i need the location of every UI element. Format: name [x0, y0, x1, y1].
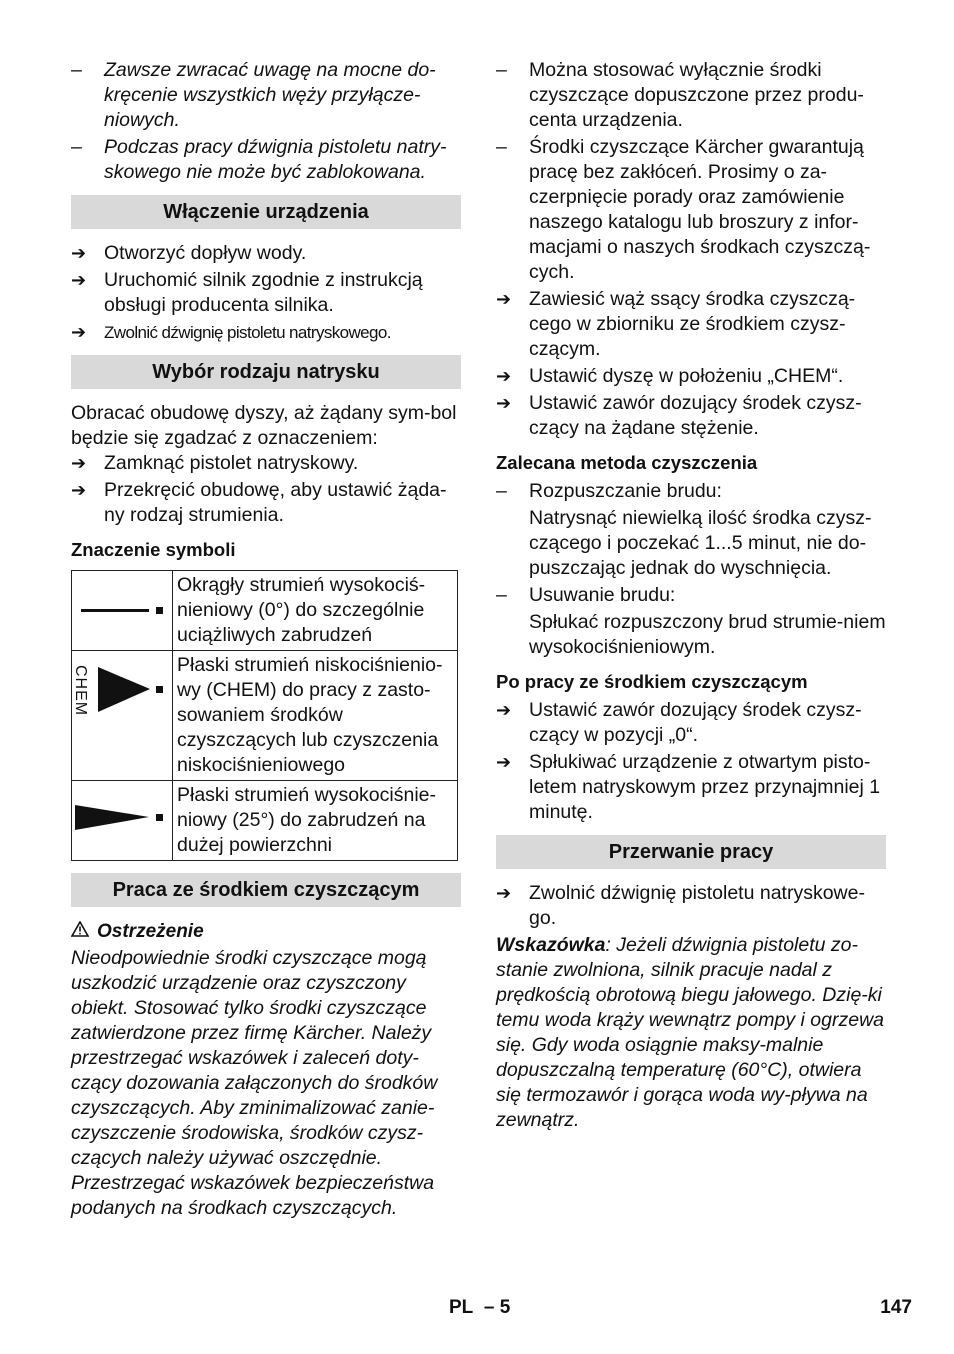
step-item: ➔ Uruchomić silnik zgodnie z instrukcją obsługi producenta silnika. — [71, 268, 461, 318]
symbols-table — [71, 570, 458, 861]
table-row — [72, 651, 458, 781]
step-item: ➔ Zwolnić dźwignię pistoletu natryskowego. — [71, 320, 461, 345]
symbol-description: Płaski strumień niskociśnienio-wy (CHEM) do pracy z zasto-sowaniem środków czyszczących lub czyszczenia niskociśnieniowego — [173, 651, 458, 781]
section-heading-interrupt: Przerwanie pracy — [496, 835, 886, 869]
section-heading-spray-type: Wybór rodzaju natrysku — [71, 355, 461, 389]
local-page: – 5 — [483, 1297, 511, 1318]
section-intro: Obracać obudowę dyszy, aż żądany sym-bol będzie się zgadzać z oznaczeniem: — [71, 402, 457, 449]
page-number: 147 — [880, 1297, 912, 1318]
right-column — [496, 58, 886, 1133]
section-heading-detergent: Praca ze środkiem czyszczącym — [71, 873, 461, 907]
method-text: Spłukać rozpuszczony brud strumie-niem wysokociśnieniowym. — [529, 611, 886, 658]
table-row — [72, 571, 458, 651]
step-item: ➔ Spłukiwać urządzenie z otwartym pisto-letem natryskowym przez przynajmniej 1 minutę. — [496, 750, 886, 825]
method-item: – Rozpuszczanie brudu: — [496, 479, 886, 504]
dash-item: – Można stosować wyłącznie środki czyszczące dopuszczone przez produ-centa urządzenia. — [496, 58, 886, 133]
step-item: ➔ Ustawić zawór dozujący środek czysz-czący na żądane stężenie. — [496, 391, 886, 441]
symbols-heading: Znaczenie symboli — [71, 539, 236, 560]
step-item: ➔ Zawiesić wąż ssący środka czyszczą-cego w zbiorniku ze środkiem czysz-czącym. — [496, 287, 886, 362]
warning-text: Nieodpowiednie środki czyszczące mogą uszkodzić urządzenie oraz czyszczony obiekt. Stosować tylko środki czyszczące zatwierdzone przez firmę Kärcher. Należy przestrzegać wskazówek i zaleceń doty-czący dozowania załączonych do środków czyszczących. Aby zminimalizować zanie-czyszczenie środowiska, środków czysz-czących należy używać oszczędnie. — [71, 947, 438, 1169]
language-code: PL — [449, 1297, 474, 1318]
warning-triangle-icon — [71, 919, 89, 944]
step-item: ➔ Ustawić dyszę w położeniu „CHEM“. — [496, 364, 886, 389]
intro-dash-item: – Podczas pracy dźwignia pistoletu natry-skowego nie może być zablokowana. — [71, 135, 461, 185]
intro-dash-item: – Zawsze zwracać uwagę na mocne do-kręcenie wszystkich węży przyłącze-niowych. — [71, 58, 461, 133]
chem-jet-icon — [72, 651, 173, 781]
step-item: ➔ Otworzyć dopływ wody. — [71, 241, 461, 266]
note-text: : Jeżeli dźwignia pistoletu zo-stanie zwolniona, silnik pracuje nadal z prędkością obrotową biegu jałowego. Dzię-ki temu woda krąży wewnątrz pompy i ogrzewa się. Gdy woda osiągnie maksy-malnie dopuszczalną temperaturę (60°C), otwiera się termozawór i gorąca woda wy-pływa na zewnątrz. — [496, 934, 884, 1131]
dash-item: – Środki czyszczące Kärcher gwarantują pracę bez zakłóceń. Prosimy o za-czerpnięcie porady oraz zamówienie naszego katalogu lub broszury z infor-macjami o naszych środkach czyszczą-cych. — [496, 135, 886, 285]
round-jet-icon — [72, 571, 173, 651]
step-item: ➔ Zwolnić dźwignię pistoletu natryskowe-go. — [496, 881, 886, 931]
warning-heading — [71, 919, 461, 944]
step-item: ➔ Zamknąć pistolet natryskowy. — [71, 451, 461, 476]
footer-section — [449, 1297, 510, 1319]
chem-label: CHEM — [72, 665, 89, 717]
table-row — [72, 781, 458, 861]
symbol-description: Płaski strumień wysokociśnie-niowy (25°) do zabrudzeń na dużej powierzchni — [173, 781, 458, 861]
method-text: Natrysnąć niewielką ilość środka czysz-czącego i poczekać 1...5 minut, nie do-puszczając jednak do wyschnięcia. — [529, 507, 872, 579]
method-heading: Zalecana metoda czyszczenia — [496, 452, 758, 473]
left-column — [71, 58, 461, 1221]
warning-text: Przestrzegać wskazówek bezpieczeństwa podanych na środkach czyszczących. — [71, 1172, 435, 1219]
method-item: – Usuwanie brudu: — [496, 583, 886, 608]
after-heading: Po pracy ze środkiem czyszczącym — [496, 671, 808, 692]
step-item: ➔ Przekręcić obudowę, aby ustawić żąda-ny rodzaj strumienia. — [71, 478, 461, 528]
step-item: ➔ Ustawić zawór dozujący środek czysz-czący w pozycji „0“. — [496, 698, 886, 748]
section-heading-start: Włączenie urządzenia — [71, 195, 461, 229]
note-label: Wskazówka — [496, 934, 606, 956]
note-paragraph — [496, 933, 886, 1133]
warning-title: Ostrzeżenie — [97, 921, 204, 942]
flat-jet-icon — [72, 781, 173, 861]
symbol-description: Okrągły strumień wysokociś-nieniowy (0°) do szczególnie uciążliwych zabrudzeń — [173, 571, 458, 651]
